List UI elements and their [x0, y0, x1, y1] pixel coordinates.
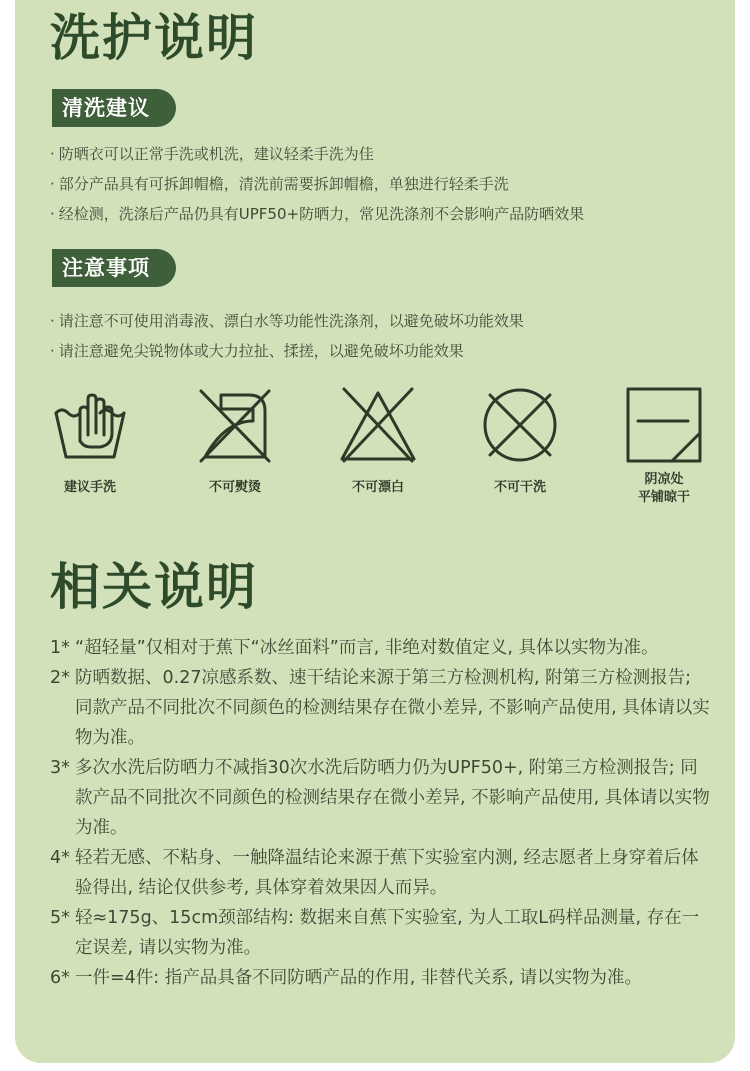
- note-text: 轻若无感、不粘身、一触降温结论来源于蕉下实验室内测, 经志愿者上身穿着后体验得出, 结论仅供参考, 具体穿着效果因人而异。: [75, 848, 699, 898]
- care-title: 洗护说明: [50, 8, 258, 67]
- note-number: 2*: [50, 668, 70, 688]
- hand-wash-icon: [50, 385, 130, 465]
- care-symbol-dry-flat-shade: [604, 385, 724, 507]
- related-notes-list: [50, 633, 710, 993]
- note-item: [50, 963, 710, 993]
- care-symbol-no-dry-clean: [460, 385, 580, 497]
- note-item: [50, 903, 710, 963]
- list-item: · 请注意不可使用消毒液、漂白水等功能性洗涤剂，以避免破坏功能效果: [50, 306, 524, 336]
- dry-flat-shade-icon: [624, 385, 704, 465]
- care-symbol-label: 不可干洗: [493, 480, 546, 495]
- care-symbol-hand-wash: [30, 385, 150, 497]
- note-number: 5*: [50, 908, 70, 928]
- note-text: “超轻量”仅相对于蕉下“冰丝面料”而言, 非绝对数值定义, 具体以实物为准。: [75, 638, 659, 658]
- list-item: · 防晒衣可以正常手洗或机洗，建议轻柔手洗为佳: [50, 139, 584, 169]
- note-number: 3*: [50, 758, 70, 778]
- note-text: 多次水洗后防晒力不减指30次水洗后防晒力仍为UPF50+, 附第三方检测报告; 同款产品不同批次不同颜色的检测结果存在微小差异, 不影响产品使用, 具体请以实物为准。: [75, 758, 710, 838]
- no-bleach-icon: [338, 385, 418, 465]
- wash-section-heading: 清洗建议: [52, 89, 176, 127]
- caution-list: [50, 306, 524, 366]
- wash-list: [50, 139, 584, 229]
- note-text: 轻≈175g、15cm颈部结构: 数据来自蕉下实验室, 为人工取L码样品测量, 存在一定误差, 请以实物为准。: [75, 908, 700, 958]
- related-title: 相关说明: [50, 557, 258, 616]
- note-item: [50, 753, 710, 843]
- note-item: [50, 843, 710, 903]
- list-item: · 部分产品具有可拆卸帽檐，清洗前需要拆卸帽檐，单独进行轻柔手洗: [50, 169, 584, 199]
- list-item: · 经检测，洗涤后产品仍具有UPF50+防晒力，常见洗涤剂不会影响产品防晒效果: [50, 199, 584, 229]
- no-iron-icon: [195, 385, 275, 465]
- caution-section-heading: 注意事项: [52, 249, 176, 287]
- care-symbols-row: [30, 385, 730, 515]
- care-symbol-label: 不可漂白: [351, 480, 404, 495]
- care-symbol-label: 不可熨烫: [208, 480, 261, 495]
- list-item: · 请注意避免尖锐物体或大力拉扯、揉搓，以避免破坏功能效果: [50, 336, 524, 366]
- care-symbol-no-bleach: [318, 385, 438, 497]
- care-symbol-label-line: 阴凉处: [644, 472, 684, 487]
- note-number: 1*: [50, 638, 70, 658]
- care-symbol-label-line: 平铺晾干: [637, 490, 690, 505]
- care-symbol-label: 建议手洗: [63, 480, 116, 495]
- care-symbol-no-iron: [175, 385, 295, 497]
- note-item: [50, 663, 710, 753]
- no-dry-clean-icon: [480, 385, 560, 465]
- note-item: [50, 633, 710, 663]
- note-number: 4*: [50, 848, 70, 868]
- note-text: 一件=4件: 指产品具备不同防晒产品的作用, 非替代关系, 请以实物为准。: [75, 968, 643, 988]
- care-symbol-label: [604, 471, 724, 507]
- note-number: 6*: [50, 968, 70, 988]
- note-text: 防晒数据、0.27凉感系数、速干结论来源于第三方检测机构, 附第三方检测报告; 同款产品不同批次不同颜色的检测结果存在微小差异, 不影响产品使用, 具体请以实物为准。: [75, 668, 710, 748]
